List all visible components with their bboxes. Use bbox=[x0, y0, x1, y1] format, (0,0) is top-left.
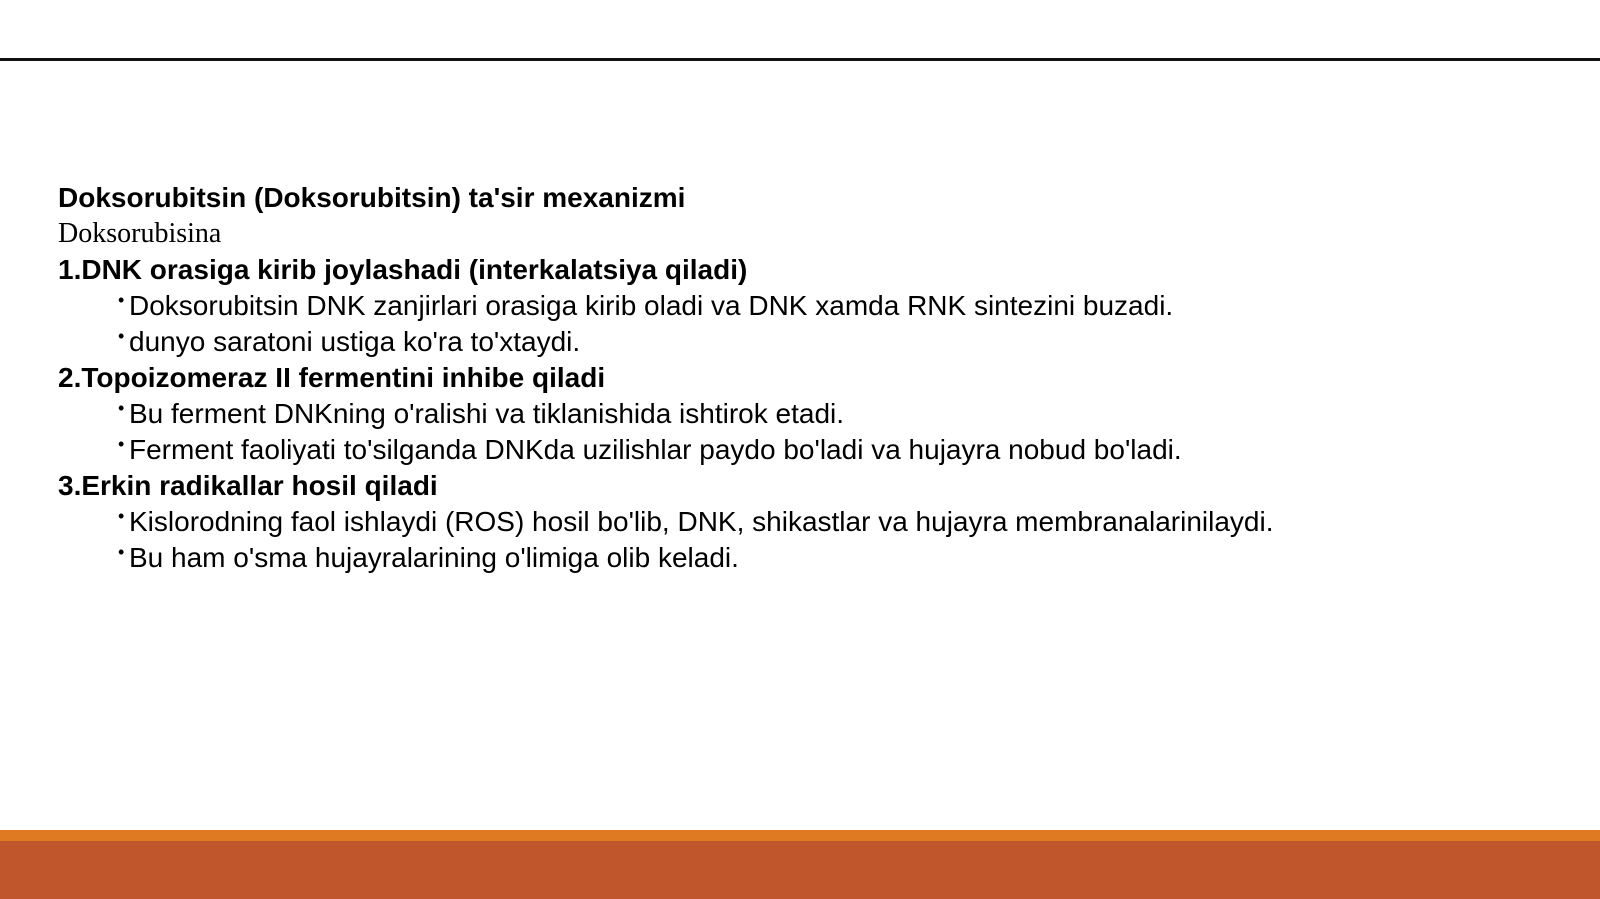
section-heading-1: 1.DNK orasiga kirib joylashadi (interkalatsiya qiladi) bbox=[58, 254, 748, 285]
bullet-text: Doksorubitsin DNK zanjirlari orasiga kirib oladi va DNK xamda RNK sintezini buzadi. bbox=[129, 290, 1174, 321]
bullet-dot: • bbox=[118, 326, 125, 346]
bullet-dot: • bbox=[118, 290, 125, 310]
bullet-item bbox=[58, 396, 1538, 432]
bullet-text: Bu ferment DNKning o'ralishi va tiklanishida ishtirok etadi. bbox=[129, 398, 845, 429]
bullet-item bbox=[58, 504, 1538, 540]
footer-accent-stripe bbox=[0, 830, 1600, 841]
bullet-dot: • bbox=[118, 398, 125, 418]
bullet-item bbox=[58, 288, 1538, 324]
slide-title: Doksorubitsin (Doksorubitsin) ta'sir mexanizmi bbox=[58, 182, 686, 213]
top-divider-line bbox=[0, 58, 1600, 61]
slide-subtitle: Doksorubisina bbox=[58, 218, 222, 249]
bullet-dot: • bbox=[118, 542, 125, 562]
bullet-text: Kislorodning faol ishlaydi (ROS) hosil bo'lib, DNK, shikastlar va hujayra membranalarinilaydi. bbox=[129, 506, 1274, 537]
bullet-text: Bu ham o'sma hujayralarining o'limiga olib keladi. bbox=[129, 542, 739, 573]
bullet-item bbox=[58, 324, 1538, 360]
section-heading-2: 2.Topoizomeraz II fermentini inhibe qiladi bbox=[58, 362, 606, 393]
bullet-item bbox=[58, 540, 1538, 576]
bullet-item bbox=[58, 432, 1538, 468]
bullet-text: Ferment faoliyati to'silganda DNKda uzilishlar paydo bo'ladi va hujayra nobud bo'ladi. bbox=[129, 434, 1182, 465]
bullet-dot: • bbox=[118, 434, 125, 454]
bullet-dot: • bbox=[118, 506, 125, 526]
bullet-text: dunyo saratoni ustiga ko'ra to'xtaydi. bbox=[129, 326, 581, 357]
section-heading-3: 3.Erkin radikallar hosil qiladi bbox=[58, 470, 438, 501]
slide-content bbox=[58, 180, 1538, 576]
